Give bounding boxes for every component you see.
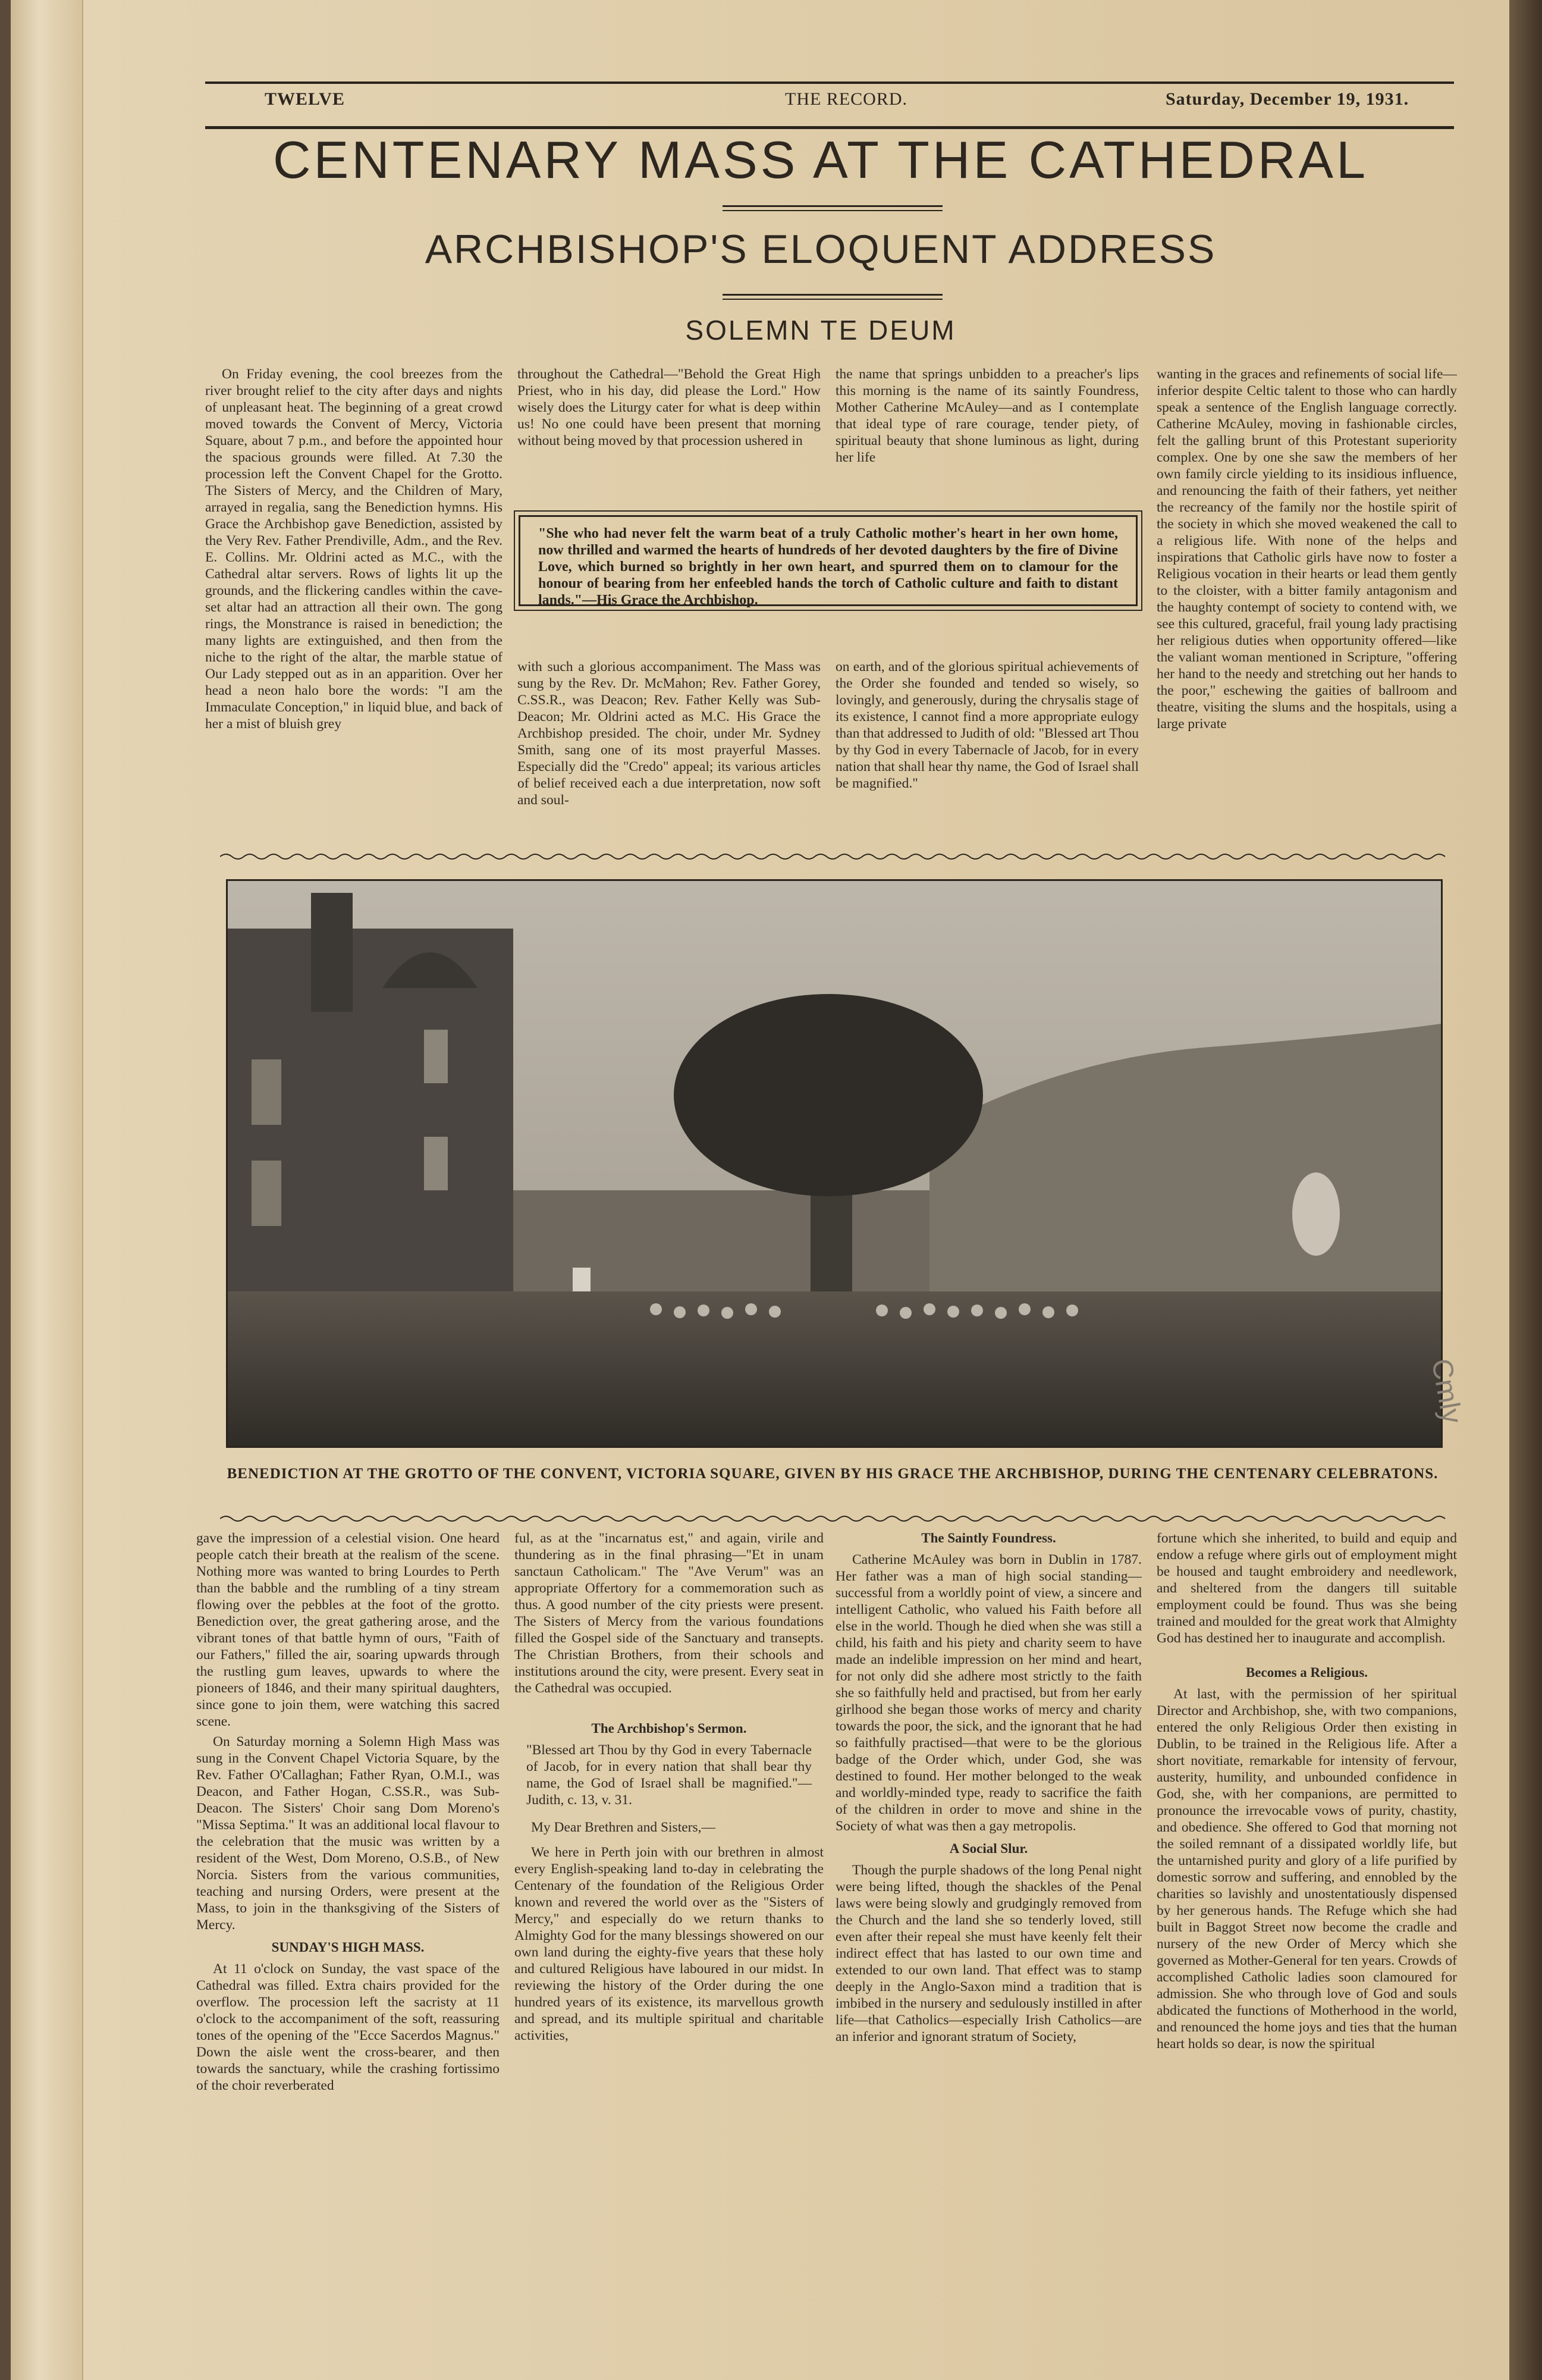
- article-paragraph: gave the impression of a celestial vision. One heard people catch their breath at the realism of the scene. Nothing more was wanted to bring Lourdes to Perth than the babble and the rumbling of a tiny stream flowing over the pebbles at the foot of the grotto. Benediction over, the great gathering arose, and the vibrant tones of that battle hymn of ours, "Faith of our Fathers," filled the air, soaring upwards through the rustling gum leaves, upwards to where the pioneers of 1846, and their many spiritual daughters, since gone to join them, were watching this sacred scene.: [196, 1531, 500, 1729]
- top-column-3b: [836, 659, 1139, 843]
- top-column-1: [205, 366, 503, 842]
- subheadline-divider: [723, 294, 943, 296]
- masthead-bottom-rule: [205, 126, 1454, 129]
- subheadline: ARCHBISHOP'S ELOQUENT ADDRESS: [425, 227, 1217, 272]
- top-column-2b: [517, 659, 821, 843]
- crowd: [228, 1291, 1441, 1446]
- article-paragraph: Though the purple shadows of the long Penal night were being lifted, though the shackles of the Penal laws were being slowly and grudgingly removed from the Church and the land she so tenderly loved, still even after their repeal she must have keenly felt their indirect effect that has lasted to our own time and extended to our own land. That effect was to stamp deeply in the Anglo-Saxon mind a tradition that is imbibed in the nursery and sedulously instilled in after life—that Catholics—especially Irish Catholics—are an inferior and ignorant stratum of Society,: [836, 1862, 1142, 2045]
- headline-divider-2: [723, 210, 943, 211]
- article-paragraph: Catherine McAuley was born in Dublin in 1787. Her father was a man of high social standing—successful from a worldly point of view, a sincere and intelligent Catholic, who valued his Faith before all else in the world. Though he died when she was still a child, his faith and his piety and charity seem to have made an indelible impression on her mind and heart, for not only did she adhere most strictly to the faith she so faithfully held and practised, but from her early girlhood she began those works of mercy and charity towards the poor, the sick, and the ignorant that he had so faithfully practised—that were to be the glorious badge of the Order which, under God, she was destined to found. Her mother belonged to the weak and worldly-minded type, ready to sacrifice the faith of the children in order to move and shine in the Society of what was then a gay metropolis.: [836, 1552, 1142, 1834]
- masthead-top-rule: [205, 81, 1454, 84]
- issue-date: Saturday, December 19, 1931.: [1166, 89, 1409, 109]
- wavy-divider-bottom: [220, 1514, 1451, 1523]
- top-column-3a: [836, 366, 1139, 485]
- section-heading: The Saintly Foundress.: [921, 1531, 1056, 1545]
- photo-illustration: [228, 881, 1441, 1446]
- article-paragraph: fortune which she inherited, to build and equip and endow a refuge where girls out of employment might be housed and taught embroidery and needlework, and sheltered from the dangers till suitable employment could be found. Thus was she being trained and moulded for the great work that Almighty God has destined her to inaugurate and accomplish.: [1157, 1531, 1457, 1646]
- bottom-column-1: [196, 1530, 500, 2357]
- headline: CENTENARY MASS AT THE CATHEDRAL: [272, 130, 1369, 189]
- paper-name: THE RECORD.: [785, 89, 907, 109]
- bottom-column-2: [514, 1530, 824, 2357]
- article-paragraph: on earth, and of the glorious spiritual achievements of the Order she founded and tended so wisely, so lovingly, and generously, during the chrysalis stage of its existence, I cannot find a more appropriate eulogy than that addressed to Judith of old: "Blessed art Thou by thy God in every Tabernacle of Jacob, for in every nation that shall hear thy name, the God of Israel shall be magnified.": [836, 659, 1139, 791]
- wavy-divider-top: [220, 852, 1451, 861]
- section-heading: Becomes a Religious.: [1245, 1665, 1368, 1680]
- headline-divider: [723, 205, 943, 207]
- article-paragraph: the name that springs unbidden to a preacher's lips this morning is the name of its saintly Foundress, Mother Catherine McAuley—and as I contemplate that ideal type of rare courage, tender piety, of spiritual beauty that shone luminous as light, during her life: [836, 366, 1139, 465]
- statue-niche: [1292, 1172, 1340, 1256]
- article-paragraph: My Dear Brethren and Sisters,—: [531, 1820, 715, 1835]
- article-paragraph: ful, as at the "incarnatus est," and again, virile and thundering as in the final phrasing—"Et in unam sanctaun Catholicam." The "Ave Verum" was an appropriate Offertory for a commemoration such as thus. A good number of the city priests were present. The Sisters of Mercy from the various foundations filled the Gospel side of the Sanctuary and transepts. The Christian Brothers, from their schools and institutions around the city, were present. Every seat in the Cathedral was occupied.: [514, 1531, 824, 1696]
- grotto-photograph: [226, 879, 1443, 1448]
- scrapbook-edge: [1509, 0, 1542, 2380]
- scripture-quote: "Blessed art Thou by thy God in every Tabernacle of Jacob, for in every nation that shall bear thy name, the God of Israel shall be magnified."—Judith, c. 13, v. 31.: [526, 1742, 812, 1808]
- kicker-headline: SOLEMN TE DEUM: [685, 315, 956, 346]
- article-paragraph: wanting in the graces and refinements of social life—inferior despite Celtic talent to those who can hardly speak a sentence of the English language correctly. Catherine McAuley, moving in fashionable circles, felt the galling brunt of this Protestant superiority complex. One by one she saw the members of her own family circle yielding to its insidious influence, and renouncing the faith of their fathers, yet neither the recreancy of the family nor the hostile spirit of the society in which she moved weakened the call to a religious life. With none of the helps and inspirations that Catholic girls have now to foster a Religious vocation in their hearts or lead them gently to the cloister, with a bitter family antagonism and the haughty contempt of society to contend with, we see this cultured, graceful, frail young lady practising her religious duties when opportunity offered—like the valiant woman mentioned in Scripture, "offering her hand to the needy and stretching out her hands to the poor," eschewing the gaities of ballroom and theatre, visiting the slums and the hospitals, using a large private: [1157, 366, 1457, 732]
- pull-quote: "She who had never felt the warm beat of a truly Catholic mother's heart in her own home, now thrilled and warmed the hearts of hundreds of her devoted daughters by the fire of Divine Love, which burned so brightly in her own heart, and spurred them on to clamour for the honour of bearing from her enfeebled hands the torch of Catholic culture and faith to distant lands."—His Grace the Archbishop.: [538, 526, 1118, 608]
- article-paragraph: with such a glorious accompaniment. The Mass was sung by the Rev. Dr. McMahon; Rev. Father Gorey, C.SS.R., was Deacon; Rev. Father Kelly was Sub-Deacon; Mr. Oldrini acted as M.C. His Grace the Archbishop presided. The choir, under Mr. Sydney Smith, sang one of its most prayerful Masses. Especially did the "Credo" appeal; its various articles of belief received each a due interpretation, now soft and soul-: [517, 659, 821, 808]
- article-paragraph: We here in Perth join with our brethren in almost every English-speaking land to-day in celebrating the Centenary of the foundation of the Religious Order known and revered the world over as the "Sisters of Mercy," and especially do we return thanks to Almighty God for the many blessings showered on our own land during the eighty-five years that these holy and cultured Religious have laboured in our midst. In reviewing the history of the Order during the one hundred years of its existence, its marvellous growth and spread, and its multiple spiritual and charitable activities,: [514, 1845, 824, 2043]
- article-paragraph: At 11 o'clock on Sunday, the vast space of the Cathedral was filled. Extra chairs provided for the overflow. The procession left the sacristy at 11 o'clock to the accompaniment of the soft, reassuring tones of the opening of the "Ecce Sacerdos Magnus." Down the aisle went the cross-bearer, and then towards the sanctuary, while the crashing fortissimo of the choir reverberated: [196, 1961, 500, 2093]
- article-paragraph: On Friday evening, the cool breezes from the river brought relief to the city after days and nights of unpleasant heat. The beginning of a great crowd moved towards the Convent of Mercy, Victoria Square, about 7 p.m., and before the appointed hour the spacious grounds were filled. At 7.30 the procession left the Convent Chapel for the Grotto. The Sisters of Mercy, and the Children of Mary, arrayed in regalia, sang the Benediction hymns. His Grace the Archbishop gave Benediction, assisted by the Very Rev. Father Prendiville, Adm., and the Rev. E. Collins. Mr. Oldrini acted as M.C., with the Cathedral altar servers. Rows of lights lit up the grounds, and the flickering candles within the cave-set altar had an attraction all their own. The gong rings, the Monstrance is raised in benediction; the many lights are extinguished, and then from the niche to the right of the altar, the marble statue of Our Lady stepped out as in an apparition. Over her head a neon halo bore the words: "I am the Immaculate Conception," in liquid blue, and back of her a mist of bluish grey: [205, 366, 503, 732]
- article-paragraph: At last, with the permission of her spiritual Director and Archbishop, she, with two companions, entered the only Religious Order then existing in Dublin, to be trained in the Religious life. After a short novitiate, remarkable for intensity of fervour, austerity, humility, and unbounded confidence in God, she, with her companions, are permitted to pronounce the irrevocable vows of purity, chastity, and obedience. She offered to God that morning not the soiled remnant of a dissipated worldly life, but the untarnished purity and glory of a life purified by domestic sorrow and suffering, and ennobled by the charities so lavishly and unostentatiously dispensed by her generous hands. The Refuge which she had built in Baggot Street now become the cradle and nursery of the new Order of Mercy which she governed as Mother-General for ten years. Crowds of accomplished Catholic ladies soon clamoured for admission. She who through love of God and souls abdicated the functions of Motherhood in the world, and renounced the home joys and ties that the human heart holds so dear, is now the spiritual: [1157, 1686, 1457, 2052]
- margin-handwriting: Cmly: [1425, 1356, 1468, 1426]
- section-heading: The Archbishop's Sermon.: [591, 1721, 747, 1736]
- palm-fronds: [674, 994, 983, 1196]
- bottom-column-3: [836, 1530, 1142, 2357]
- article-paragraph: On Saturday morning a Solemn High Mass was sung in the Convent Chapel Victoria Square, by the Rev. Father O'Callaghan; Father Ryan, O.M.I., was Deacon, and Father Hogan, C.SS.R., was Sub-Deacon. The Sisters' Choir sang Dom Moreno's "Missa Septima." It was an additional local flavour to the celebration that the music was written by a resident of the West, Dom Moreno, O.S.B., of New Norcia. Sisters from the various communities, teaching and nursing Orders, were present at the Mass, to join in the thanksgiving of the Sisters of Mercy.: [196, 1734, 500, 1933]
- page-binding: [11, 0, 83, 2380]
- section-heading: A Social Slur.: [949, 1841, 1028, 1856]
- bottom-column-4: [1157, 1530, 1457, 2357]
- top-column-2a: [517, 366, 821, 485]
- top-column-4: [1157, 366, 1457, 842]
- subheadline-divider-2: [723, 299, 943, 300]
- photo-caption: BENEDICTION AT THE GROTTO OF THE CONVENT, VICTORIA SQUARE, GIVEN BY HIS GRACE THE ARCHBISHOP, DURING THE CENTENARY CELEBRATONS.: [227, 1466, 1439, 1482]
- pull-quote-box: [519, 515, 1138, 606]
- page-number: TWELVE: [265, 89, 345, 109]
- section-heading: SUNDAY'S HIGH MASS.: [271, 1940, 425, 1955]
- article-paragraph: throughout the Cathedral—"Behold the Great High Priest, who in his day, did please the Lord." How wisely does the Liturgy cater for what is deep within us! No one could have been present that morning without being moved by that procession ushered in: [517, 366, 821, 449]
- chimney: [311, 893, 353, 1012]
